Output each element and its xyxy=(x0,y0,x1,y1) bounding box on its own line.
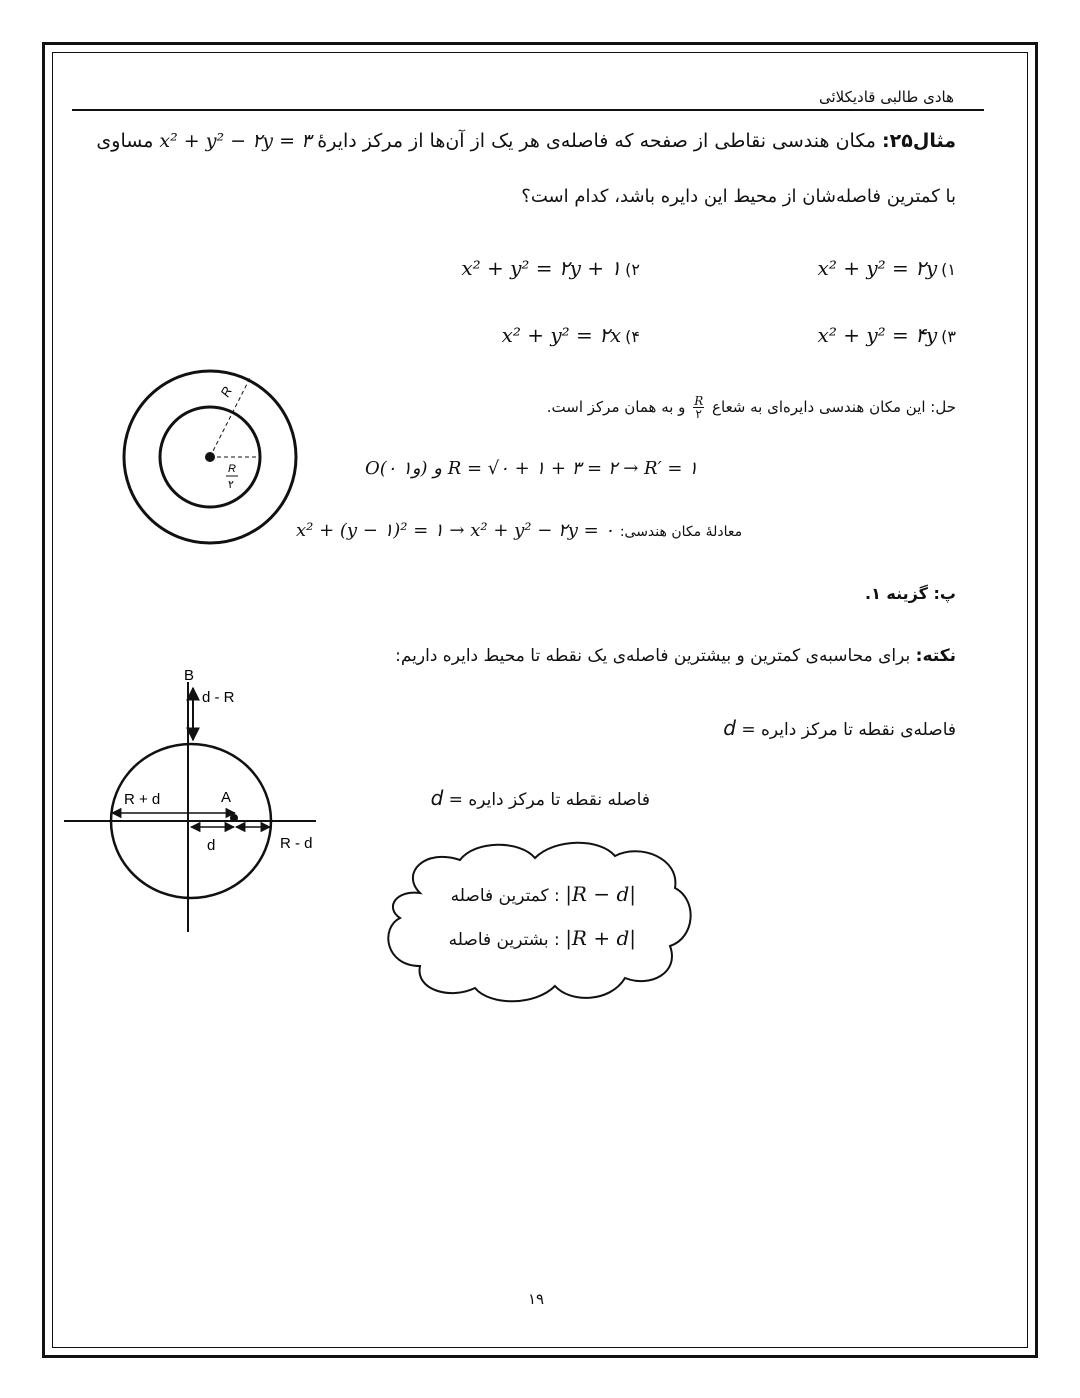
label-d: d xyxy=(207,837,216,854)
header-author: هادی طالبی قادیکلائی xyxy=(818,88,954,106)
cloud-max-distance: |R + d| : بشترین فاصله xyxy=(448,926,636,950)
label-d-minus-r: d - R xyxy=(202,689,235,706)
header-rule xyxy=(72,109,984,111)
cloud-min-distance: |R − d| : کمترین فاصله xyxy=(450,882,636,906)
distance-definition-2: فاصله نقطه تا مرکز دایره = d xyxy=(430,786,650,810)
option-3: ۳)x² + y² = ۴y xyxy=(817,323,956,347)
question-label: مثال۲۵: xyxy=(882,130,956,152)
distance-definition-1: فاصله‌ی نقطه تا مرکز دایره = d xyxy=(723,716,956,740)
question-equation: x² + y² − ۲y = ۳ xyxy=(159,130,312,152)
question-text-after: مساوی xyxy=(96,130,154,152)
cloud-shape xyxy=(380,838,700,1008)
figure-distance-diagram xyxy=(60,660,330,940)
answer-line: پ: گزینه ۱. xyxy=(865,584,956,603)
solution-fraction: $\frac{R}{۲}$ xyxy=(694,394,704,421)
page-number: ۱۹ xyxy=(528,1290,545,1308)
label-r-plus-d: R + d xyxy=(124,791,161,808)
option-2: ۲)x² + y² = ۲y + ۱ xyxy=(461,256,640,280)
label-r-minus-d: R - d xyxy=(280,835,313,852)
question-text: مکان هندسی نقاطی از صفحه که فاصله‌ی هر یک از آن‌ها از مرکز دایرهٔ xyxy=(317,130,876,152)
point-a xyxy=(230,814,238,822)
question-line-1 xyxy=(96,130,956,152)
solution-line: حل: این مکان هندسی دایره‌ای به شعاع $\frac{R}{۲}$ و به همان مرکز است. xyxy=(546,394,956,421)
locus-equation: معادلهٔ مکان هندسی: x² + (y − ۱)² = ۱ → x² + y² − ۲y = ۰ xyxy=(296,520,743,541)
figure-concentric-circles xyxy=(120,360,310,540)
center-point xyxy=(205,452,215,462)
radius-equation: O(۰ و۱) و R = √۰ + ۱ + ۳ = ۲ → R′ = ۱ xyxy=(365,458,698,479)
label-b: B xyxy=(184,667,195,684)
option-4: ۴)x² + y² = ۲x xyxy=(501,323,640,347)
question-line-2: با کمترین فاصله‌شان از محیط این دایره باشد، کدام است؟ xyxy=(521,186,956,207)
inner-radius-den: ۲ xyxy=(228,479,234,491)
label-a: A xyxy=(221,789,232,806)
inner-radius-num: R xyxy=(228,463,236,475)
outer-radius-label: R xyxy=(217,384,236,400)
note-line: نکته: برای محاسبه‌ی کمترین و بیشترین فاصله‌ی یک نقطه تا محیط دایره داریم: xyxy=(395,646,956,666)
option-1: ۱)x² + y² = ۲y xyxy=(817,256,956,280)
